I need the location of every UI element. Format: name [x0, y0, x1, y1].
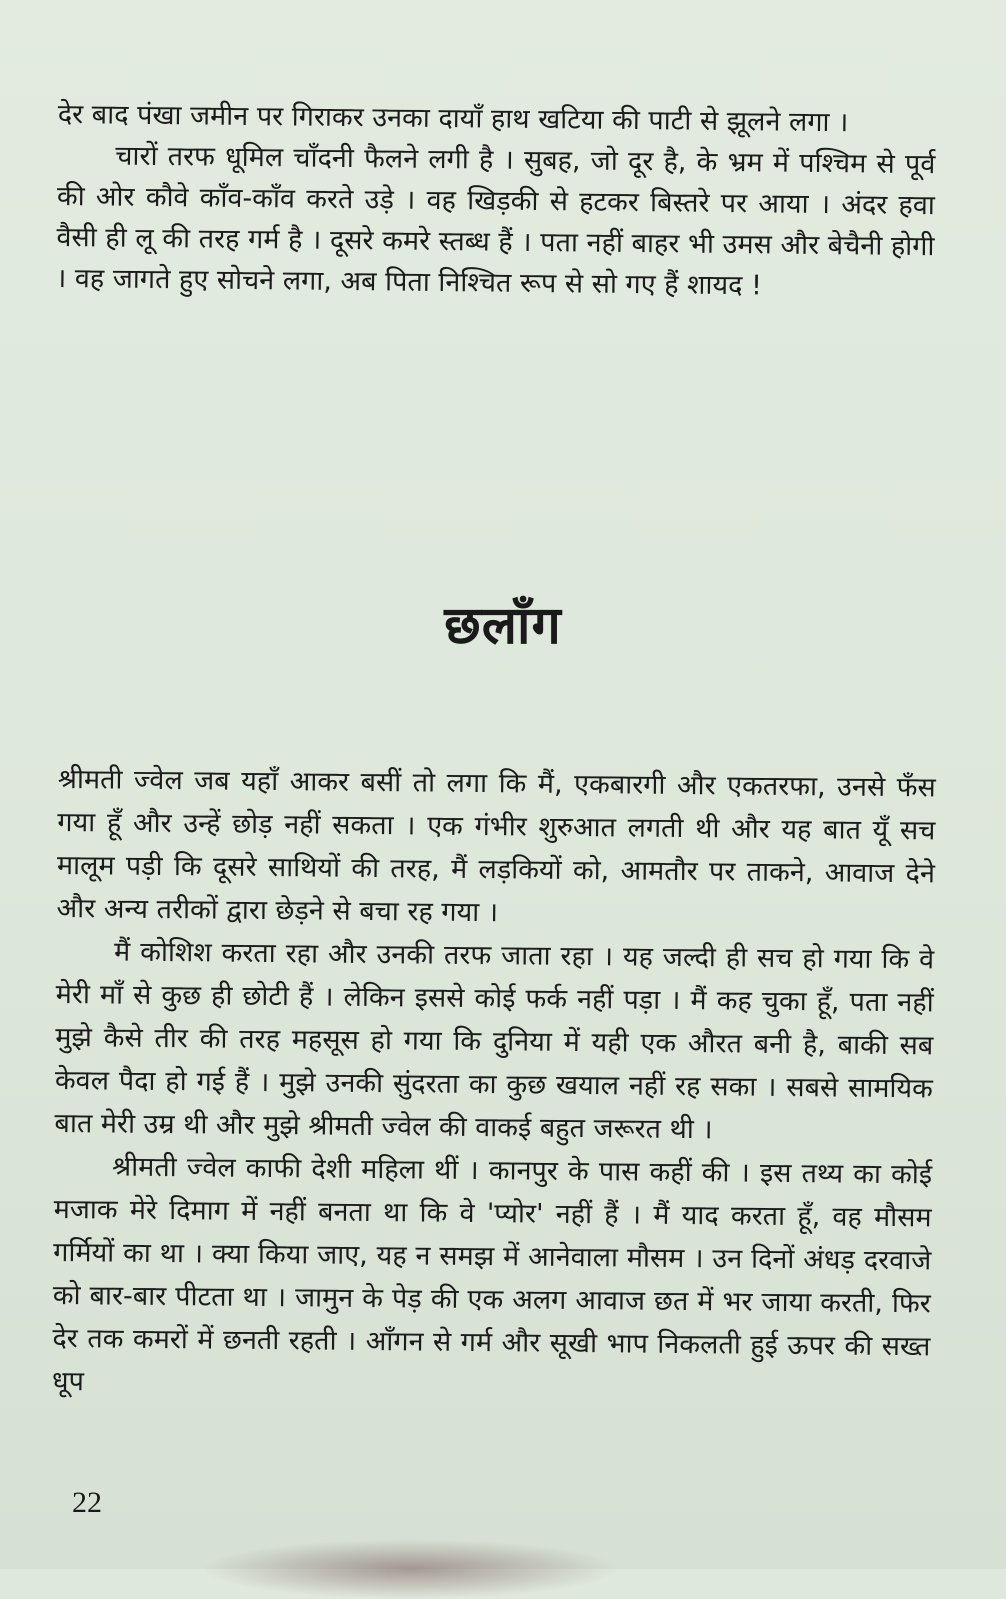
story-title: छलाँग	[444, 595, 562, 656]
page-number: 22	[72, 1486, 102, 1519]
previous-story-ending	[56, 94, 936, 308]
page-shadow	[200, 1539, 620, 1599]
paragraph: मैं कोशिश करता रहा और उनकी तरफ जाता रहा । यह जल्दी ही सच हो गया कि वे मेरी माँ से कुछ ही छोटी हैं । लेकिन इससे कोई फर्क नहीं पड़ा । मैं कह चुका हूँ, पता नहीं मुझे कैसे तीर की तरह महसूस हो गया कि दुनिया में यही एक औरत बनी है, बाकी सब केवल पैदा हो गई हैं । मुझे उनकी सुंदरता का कुछ खयाल नहीं रह सका । सबसे सामयिक बात मेरी उम्र थी और मुझे श्रीमती ज्वेल की वाकई बहुत जरूरत थी ।	[54, 936, 935, 1146]
story-body	[52, 758, 936, 1411]
paragraph: श्रीमती ज्वेल जब यहाँ आकर बसीं तो लगा कि मैं, एकबारगी और एकतरफा, उनसे फँस गया हूँ और उन्हें छोड़ नहीं सकता । एक गंभीर शुरुआत लगती थी और यह बात यूँ सच मालूम पड़ी कि दूसरे साथियों की तरह, मैं लड़कियों को, आमतौर पर ताकने, आवाज देने और अन्य तरीकों द्वारा छेड़ने से बचा रह गया ।	[56, 763, 936, 929]
paragraph: चारों तरफ धूमिल चाँदनी फैलने लगी है । सुबह, जो दूर है, के भ्रम में पश्चिम से पूर्व की ओर कौवे काँव-काँव करते उड़े । वह खिड़की से हटकर बिस्तरे पर आया । अंदर हवा वैसी ही लू की तरह गर्म है । दूसरे कमरे स्तब्ध हैं । पता नहीं बाहर भी उमस और बेचैनी होगी । वह जागते हुए सोचने लगा, अब पिता निश्चित रूप से सो गए हैं शायद !	[55, 140, 936, 302]
paragraph: देर बाद पंखा जमीन पर गिराकर उनका दायाँ हाथ खटिया की पाटी से झूलने लगा ।	[57, 98, 849, 139]
paragraph: श्रीमती ज्वेल काफी देशी महिला थीं । कानपुर के पास कहीं की । इस तथ्य का कोई मजाक मेरे दिमाग में नहीं बनता था कि वे 'प्योर' नहीं हैं । मैं याद करता हूँ, वह मौसम गर्मियों का था । क्या किया जाए, यह न समझ में आनेवाला मौसम । उन दिनों अंधड़ दरवाजे को बार-बार पीटता था । जामुन के पेड़ की एक अलग आवाज छत में भर जाया करती, फिर देर तक कमरों में छनती रहती । आँगन से गर्म और सूखी भाप निकलती हुई ऊपर की सख्त धूप	[51, 1151, 933, 1398]
